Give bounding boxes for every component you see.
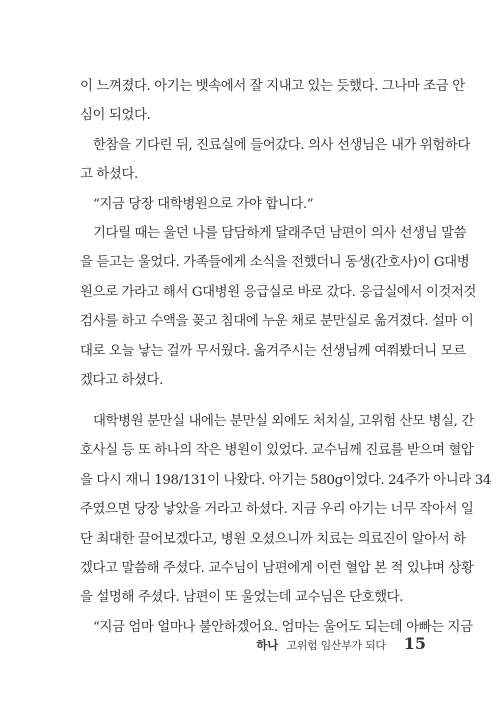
text-line: 대로 오늘 낳는 걸까 무서웠다. 옮겨주시는 선생님께 여쭤봤더니 모르	[80, 343, 466, 359]
text-line: 겠다고 말씀해 주셨다. 교수님이 남편에게 이런 혈압 본 적 있냐며 상황	[80, 560, 474, 576]
text-line: 단 최대한 끌어보겠다고, 병원 오셨으니까 치료는 의료진이 알아서 하	[80, 531, 466, 547]
text-line: 고 하셨다.	[80, 167, 138, 183]
dialogue-line: “지금 엄마 얼마나 불안하겠어요. 엄마는 울어도 되는데 아빠는 지금	[93, 619, 473, 635]
body-text-block-1	[80, 72, 476, 395]
text-line: 겠다고 하셨다.	[80, 372, 163, 388]
text-line: 호사실 등 또 하나의 작은 병원이 있었다. 교수님께 진료를 받으며 혈압	[80, 443, 474, 459]
text-line: 대학병원 분만실 내에는 분만실 외에도 처치실, 고위험 산모 병실, 간	[93, 414, 474, 429]
text-line: 원으로 가라고 해서 G대병원 응급실로 바로 갔다. 응급실에서 이것저것	[80, 284, 476, 300]
text-line: 을 설명해 주셨다. 남편이 또 울었는데 교수님은 단호했다.	[80, 590, 404, 606]
chapter-label: 하나	[256, 638, 279, 652]
text-line: 주였으면 당장 낳았을 거라고 하셨다. 지금 우리 아기는 너무 작아서 일	[80, 502, 474, 518]
text-line: 심이 되었다.	[80, 108, 151, 124]
page-number: 15	[403, 634, 426, 653]
text-line: 을 듣고는 울었다. 가족들에게 소식을 전했더니 동생(간호사)이 G대병	[80, 255, 470, 271]
text-line: 이 느껴졌다. 아기는 뱃속에서 잘 지내고 있는 듯했다. 그나마 조금 안	[80, 79, 465, 94]
text-line: 기다릴 때는 울던 나를 담담하게 달래주던 남편이 의사 선생님 말씀	[93, 225, 467, 241]
dialogue-line: “지금 당장 대학병원으로 가야 합니다.”	[93, 196, 314, 212]
body-text-block-2	[80, 407, 491, 642]
text-line: 한참을 기다린 뒤, 진료실에 들어갔다. 의사 선생님은 내가 위험하다	[93, 137, 471, 153]
text-line: 을 다시 재니 198/131이 나왔다. 아기는 580g이었다. 24주가 아니라 34	[80, 472, 491, 488]
chapter-title: 고위험 임산부가 되다	[286, 639, 386, 652]
page-footer	[256, 634, 426, 653]
text-line: 검사를 하고 수액을 꽂고 침대에 누운 채로 분만실로 옮겨졌다. 설마 이	[80, 314, 474, 330]
